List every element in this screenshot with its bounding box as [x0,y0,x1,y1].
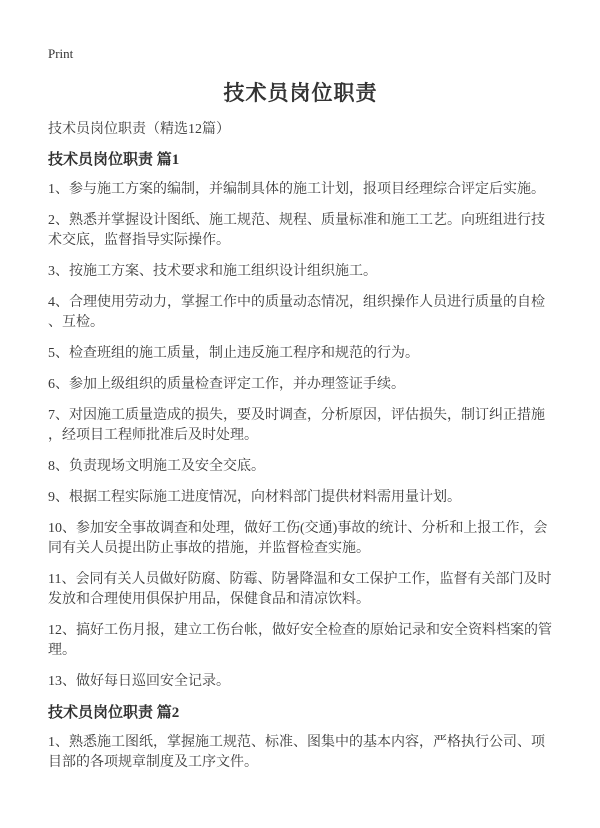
section-heading-2: 技术员岗位职责 篇2 [48,705,180,721]
duty-item: 5、检查班组的施工质量，制止违反施工程序和规范的行为。 [48,346,419,361]
duty-item: 3、按施工方案、技术要求和施工组织设计组织施工。 [48,264,377,279]
duty-item: 12、搞好工伤月报，建立工伤台帐，做好安全检查的原始记录和安全资料档案的管理。 [48,623,552,658]
duty-item: 7、对因施工质量造成的损失，要及时调查，分析原因，评估损失，制订纠正措施，经项目工程师批准后及时处理。 [48,408,545,443]
duty-item: 9、根据工程实际施工进度情况，向材料部门提供材料需用量计划。 [48,490,461,505]
duty-item: 1、参与施工方案的编制，并编制具体的施工计划，报项目经理综合评定后实施。 [48,182,545,197]
duty-item: 6、参加上级组织的质量检查评定工作，并办理签证手续。 [48,377,405,392]
duty-item: 1、熟悉施工图纸，掌握施工规范、标准、图集中的基本内容，严格执行公司、项目部的各项规章制度及工序文件。 [48,735,545,770]
print-button[interactable]: Print [48,46,74,61]
document-subtitle: 技术员岗位职责（精选12篇） [48,122,230,137]
section-heading-1: 技术员岗位职责 篇1 [48,152,180,168]
duty-item: 10、参加安全事故调查和处理，做好工伤(交通)事故的统计、分析和上报工作，会同有关人员提出防止事故的措施，并监督检查实施。 [48,521,548,556]
duty-item: 11、会同有关人员做好防腐、防霉、防暑降温和女工保护工作，监督有关部门及时发放和合理使用俱保护用品，保健食品和清凉饮料。 [48,572,552,607]
duty-item: 2、熟悉并掌握设计图纸、施工规范、规程、质量标准和施工工艺。向班组进行技术交底，监督指导实际操作。 [48,213,545,248]
duty-item: 4、合理使用劳动力，掌握工作中的质量动态情况，组织操作人员进行质量的自检、互检。 [48,295,545,330]
duty-item: 8、负责现场文明施工及安全交底。 [48,459,265,474]
page-title: 技术员岗位职责 [223,81,378,105]
duty-item: 13、做好每日巡回安全记录。 [48,674,230,689]
